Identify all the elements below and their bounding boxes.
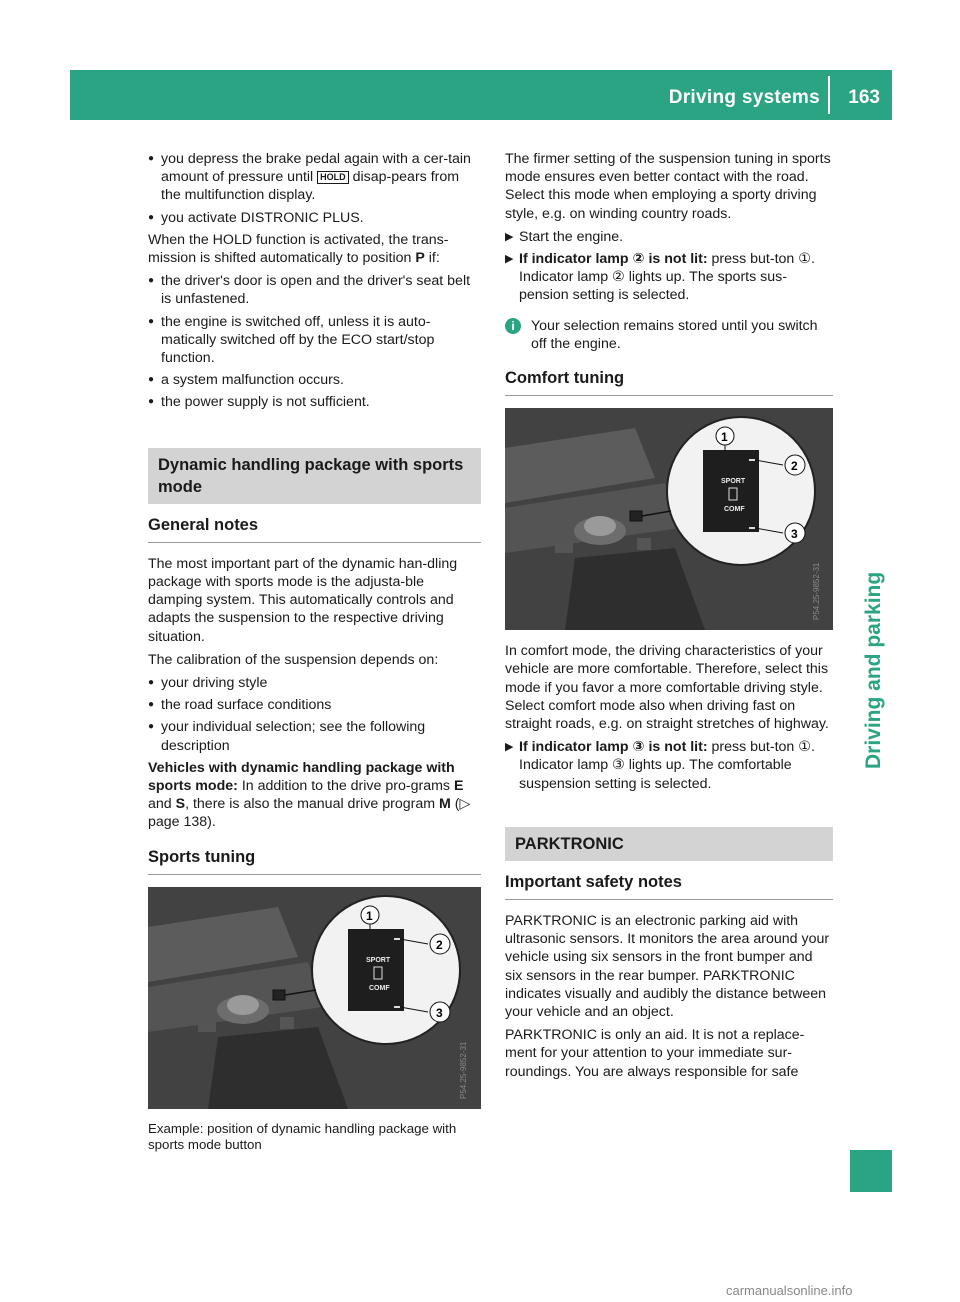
svg-text:3: 3 xyxy=(436,1005,443,1020)
watermark-footer: carmanualsonline.info xyxy=(726,1283,853,1298)
svg-text:SPORT: SPORT xyxy=(721,478,746,486)
hold-paragraph: When the HOLD function is activated, the trans-mission is shifted automatically to position P if: xyxy=(148,231,449,267)
section-title: Driving systems xyxy=(668,87,820,108)
svg-text:2: 2 xyxy=(791,459,798,474)
parktronic-paragraph-2: PARKTRONIC is only an aid. It is not a replace-ment for your attention to your immediate sur-roundings. You are always responsible for safe xyxy=(505,1027,805,1080)
step-arrow-icon: ▶ xyxy=(505,741,514,754)
sports-button-figure xyxy=(148,887,481,1109)
list-item: ● the power supply is not sufficient. xyxy=(148,393,481,411)
side-tab-label: Driving and parking xyxy=(862,571,885,769)
info-icon: i xyxy=(505,318,521,334)
general-paragraph: The most important part of the dynamic han-dling package with sports mode is the adjusta-ble damping system. This automatically controls and adapts the suspension to the respective driving situation. xyxy=(148,555,458,645)
info-note: i Your selection remains stored until you switch off the engine. xyxy=(505,317,833,353)
console-illustration xyxy=(505,408,833,630)
svg-text:P54.25-9852-31: P54.25-9852-31 xyxy=(459,1041,468,1099)
svg-text:2: 2 xyxy=(436,937,443,952)
list-item: ● you depress the brake pedal again with a cer-tain amount of pressure until HOLD disap-pears from the multifunction display. xyxy=(148,150,481,205)
vehicles-paragraph: Vehicles with dynamic handling package with sports mode: In addition to the drive pro-grams E and S, there is also the manual drive program M (▷ page 138). xyxy=(148,759,471,831)
svg-text:3: 3 xyxy=(791,527,798,542)
section-heading: Dynamic handling package with sports mode xyxy=(148,448,481,504)
svg-text:SPORT: SPORT xyxy=(366,956,391,964)
svg-text:COMF: COMF xyxy=(369,984,390,992)
svg-text:1: 1 xyxy=(366,908,373,923)
parktronic-heading: PARKTRONIC xyxy=(505,827,833,861)
step-arrow-icon: ▶ xyxy=(505,230,514,243)
list-item: ● a system malfunction occurs. xyxy=(148,371,481,389)
list-item: ● the driver's door is open and the driver's seat belt is unfastened. xyxy=(148,272,481,308)
header-bar xyxy=(70,70,892,120)
general-notes-heading: General notes xyxy=(148,516,481,543)
svg-text:1: 1 xyxy=(721,430,728,445)
svg-text:COMF: COMF xyxy=(724,506,745,514)
figure-caption: Example: position of dynamic handling package with sports mode button xyxy=(148,1120,457,1152)
hold-icon: HOLD xyxy=(317,171,349,184)
list-item: ● the engine is switched off, unless it is auto-matically switched off by the ECO start/stop function. xyxy=(148,313,481,368)
step-item: ▶ If indicator lamp ② is not lit: press but-ton ①. Indicator lamp ② lights up. The sports sus-pension setting is selected. xyxy=(505,251,815,304)
parktronic-paragraph: PARKTRONIC is an electronic parking aid with ultrasonic sensors. It monitors the area around your vehicle using six sensors in the front bumper and six sensors in the rear bumper. PARKTRONIC indicates visually and audibly the distance between your vehicle and an object. xyxy=(505,913,830,1021)
step-arrow-icon: ▶ xyxy=(505,253,514,266)
list-item: ● your driving style xyxy=(148,674,481,692)
side-tab-marker xyxy=(850,1150,892,1192)
step-item: ▶ Start the engine. xyxy=(505,228,624,245)
calibration-paragraph: The calibration of the suspension depends on: xyxy=(148,651,439,668)
safety-notes-heading: Important safety notes xyxy=(505,873,833,900)
svg-text:P54.25-9852-31: P54.25-9852-31 xyxy=(812,562,821,621)
console-illustration xyxy=(148,887,481,1109)
comfort-button-figure xyxy=(505,408,833,630)
list-item: ● you activate DISTRONIC PLUS. xyxy=(148,209,481,227)
list-item: ● your individual selection; see the following description xyxy=(148,718,481,754)
right-column xyxy=(505,150,833,1086)
list-item: ● the road surface conditions xyxy=(148,696,481,714)
sports-tuning-heading: Sports tuning xyxy=(148,848,481,875)
comfort-paragraph: In comfort mode, the driving characteristics of your vehicle are more comfortable. Therefore, select this mode if you favor a more comfortable driving style. Select comfort mode also when driving fast on straight roads, e.g. on straight stretches of highway. xyxy=(505,643,829,733)
comfort-tuning-heading: Comfort tuning xyxy=(505,369,833,396)
step-item: ▶ If indicator lamp ③ is not lit: press but-ton ①. Indicator lamp ③ lights up. The comfortable suspension setting is selected. xyxy=(505,739,815,792)
header-divider xyxy=(828,76,830,114)
firmer-paragraph: The firmer setting of the suspension tuning in sports mode ensures even better contact with the road. Select this mode when employing a sporty driving style, e.g. on winding country roads. xyxy=(505,151,831,222)
page-number: 163 xyxy=(848,87,880,108)
left-column xyxy=(148,150,481,1153)
